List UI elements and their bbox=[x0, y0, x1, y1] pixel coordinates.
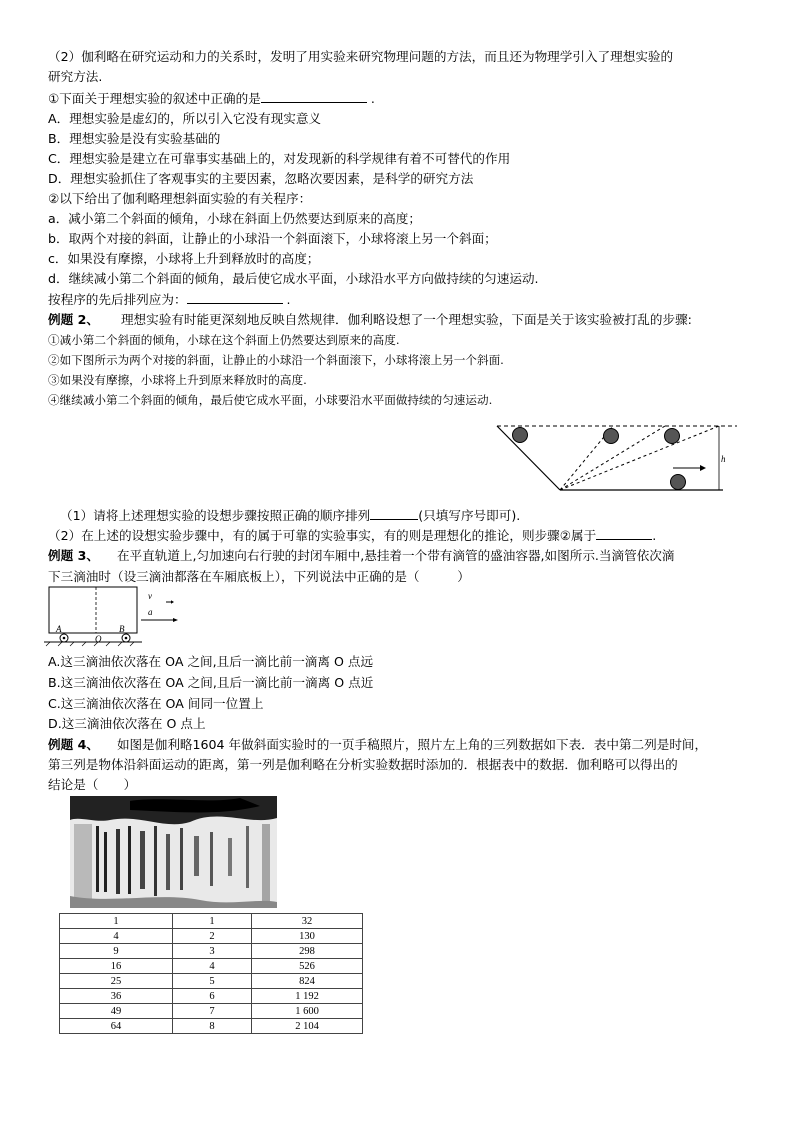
ex3-option-c: C.这三滴油依次落在 OA 间同一位置上 bbox=[48, 696, 264, 711]
example-4-text-1: 如图是伽利略1604 年做斜面实验时的一页手稿照片，照片左上角的三列数据如下表．表中第二列是时间， bbox=[116, 737, 708, 752]
table-cell: 298 bbox=[252, 944, 363, 959]
table-cell: 1 bbox=[60, 914, 173, 929]
table-row bbox=[60, 1019, 363, 1034]
train-car-diagram bbox=[44, 585, 194, 647]
table-cell: 3 bbox=[173, 944, 252, 959]
ex2-q1-suffix: (只填写序号即可). bbox=[418, 508, 521, 523]
table-row bbox=[60, 1004, 363, 1019]
step-a: a．减小第二个斜面的倾角，小球在斜面上仍然要达到原来的高度； bbox=[48, 211, 421, 226]
p2-order-prefix: 按程序的先后排列应为： bbox=[48, 292, 187, 307]
table-cell: 4 bbox=[173, 959, 252, 974]
table-cell: 1 600 bbox=[252, 1004, 363, 1019]
example-2-heading bbox=[48, 310, 692, 330]
table-cell: 1 bbox=[173, 914, 252, 929]
table-cell: 1 192 bbox=[252, 989, 363, 1004]
option-d: D．理想实验抓住了客观事实的主要因素，忽略次要因素，是科学的研究方法 bbox=[48, 171, 474, 186]
table-cell: 25 bbox=[60, 974, 173, 989]
table-cell: 32 bbox=[252, 914, 363, 929]
motion-arrow-head bbox=[700, 465, 706, 471]
ball-on-ground bbox=[671, 475, 686, 490]
example-3-text-2: 下三滴油时（设三滴油都落在车厢底板上），下列说法中正确的是（ ） bbox=[48, 569, 470, 584]
example-4-label: 例题 4、 bbox=[48, 737, 99, 752]
p2-order-line bbox=[48, 290, 291, 310]
table-cell: 64 bbox=[60, 1019, 173, 1034]
table-row bbox=[60, 989, 363, 1004]
table-cell: 49 bbox=[60, 1004, 173, 1019]
manuscript-photo bbox=[70, 796, 277, 908]
table-cell: 6 bbox=[173, 989, 252, 1004]
ex2-q2-suffix: . bbox=[652, 528, 657, 543]
point-b-label: B bbox=[119, 624, 125, 634]
table-cell: 130 bbox=[252, 929, 363, 944]
step-d: d．继续减小第二个斜面的倾角，最后使它成水平面，小球沿水平方向做持续的匀速运动. bbox=[48, 271, 539, 286]
ex2-q1-prefix: （1）请将上述理想实验的设想步骤按照正确的顺序排列 bbox=[60, 508, 371, 523]
ex2-question-1 bbox=[60, 506, 520, 526]
ex2-step-1: ①减小第二个斜面的倾角，小球在这个斜面上仍然要达到原来的高度. bbox=[48, 333, 400, 347]
answer-blank[interactable] bbox=[596, 526, 652, 540]
p2-intro-line1: （2）伽利略在研究运动和力的关系时，发明了用实验来研究物理问题的方法，而且还为物理学引入了理想实验的 bbox=[48, 49, 674, 64]
height-label: h bbox=[721, 454, 726, 464]
table-cell: 526 bbox=[252, 959, 363, 974]
table-cell: 2 bbox=[173, 929, 252, 944]
example-2-label: 例题 2、 bbox=[48, 312, 99, 327]
table-cell: 4 bbox=[60, 929, 173, 944]
table-cell: 16 bbox=[60, 959, 173, 974]
table-row bbox=[60, 944, 363, 959]
option-a: A．理想实验是虚幻的，所以引入它没有现实意义 bbox=[48, 111, 322, 126]
first-incline bbox=[497, 426, 560, 490]
point-o-label: O bbox=[95, 634, 102, 644]
step-c: c．如果没有摩擦，小球将上升到释放时的高度； bbox=[48, 251, 320, 266]
ex2-step-2: ②如下图所示为两个对接的斜面，让静止的小球沿一个斜面滚下，小球将滚上另一个斜面. bbox=[48, 353, 504, 367]
example-3-heading bbox=[48, 546, 674, 566]
table-row bbox=[60, 929, 363, 944]
answer-blank[interactable] bbox=[370, 506, 418, 520]
table-cell: 36 bbox=[60, 989, 173, 1004]
velocity-label: v bbox=[148, 591, 152, 601]
p2-question-2: ②以下给出了伽利略理想斜面实验的有关程序： bbox=[48, 191, 312, 206]
option-c: C．理想实验是建立在可靠事实基础上的，对发现新的科学规律有着不可替代的作用 bbox=[48, 151, 511, 166]
data-table bbox=[59, 913, 363, 1034]
p2-q1-suffix: . bbox=[370, 91, 375, 106]
ball-position-2 bbox=[604, 429, 619, 444]
p2-q1-prefix: ①下面关于理想实验的叙述中正确的是 bbox=[48, 91, 261, 106]
ex2-question-2 bbox=[48, 526, 656, 546]
answer-blank[interactable] bbox=[187, 290, 283, 304]
table-row bbox=[60, 914, 363, 929]
table-cell: 9 bbox=[60, 944, 173, 959]
ball-position-3 bbox=[665, 429, 680, 444]
acceleration-label: a bbox=[148, 607, 153, 617]
example-4-text-2: 第三列是物体沿斜面运动的距离，第一列是伽利略在分析实验数据时添加的．根据表中的数据．伽利略可以得出的 bbox=[48, 757, 678, 772]
inclined-planes-diagram bbox=[495, 422, 740, 494]
step-b: b．取两个对接的斜面，让静止的小球沿一个斜面滚下，小球将滚上另一个斜面； bbox=[48, 231, 497, 246]
table-cell: 824 bbox=[252, 974, 363, 989]
ex2-q2-prefix: （2）在上述的设想实验步骤中，有的属于可靠的实验事实，有的则是理想化的推论，则步骤②属于 bbox=[48, 528, 597, 543]
ex2-step-4: ④继续减小第二个斜面的倾角，最后使它成水平面，小球要沿水平面做持续的匀速运动. bbox=[48, 393, 493, 407]
second-incline-shallow bbox=[560, 426, 719, 490]
table-cell: 2 104 bbox=[252, 1019, 363, 1034]
option-b: B．理想实验是没有实验基础的 bbox=[48, 131, 221, 146]
p2-intro-line2: 研究方法. bbox=[48, 69, 103, 84]
example-3-text-1: 在平直轨道上,匀加速向右行驶的封闭车厢中,悬挂着一个带有滴管的盛油容器,如图所示.当滴管依次滴 bbox=[116, 548, 675, 563]
table-cell: 8 bbox=[173, 1019, 252, 1034]
p2-order-suffix: . bbox=[286, 292, 291, 307]
table-cell: 7 bbox=[173, 1004, 252, 1019]
ex3-option-b: B.这三滴油依次落在 OA 之间,且后一滴比前一滴离 O 点近 bbox=[48, 675, 374, 690]
example-4-text-3: 结论是（ ） bbox=[48, 777, 137, 792]
example-3-label: 例题 3、 bbox=[48, 548, 99, 563]
p2-question-1 bbox=[48, 89, 375, 109]
ex2-step-3: ③如果没有摩擦，小球将上升到原来释放时的高度. bbox=[48, 373, 307, 387]
ex3-option-d: D.这三滴油依次落在 O 点上 bbox=[48, 716, 206, 731]
table-row bbox=[60, 974, 363, 989]
table-cell: 5 bbox=[173, 974, 252, 989]
ball-start bbox=[513, 428, 528, 443]
table-row bbox=[60, 959, 363, 974]
answer-blank[interactable] bbox=[261, 89, 367, 103]
point-a-label: A bbox=[56, 624, 62, 634]
example-4-heading bbox=[48, 735, 707, 755]
ex3-option-a: A.这三滴油依次落在 OA 之间,且后一滴比前一滴离 O 点远 bbox=[48, 654, 374, 669]
example-2-text: 理想实验有时能更深刻地反映自然规律．伽利略设想了一个理想实验，下面是关于该实验被打乱的步骤: bbox=[120, 312, 692, 327]
